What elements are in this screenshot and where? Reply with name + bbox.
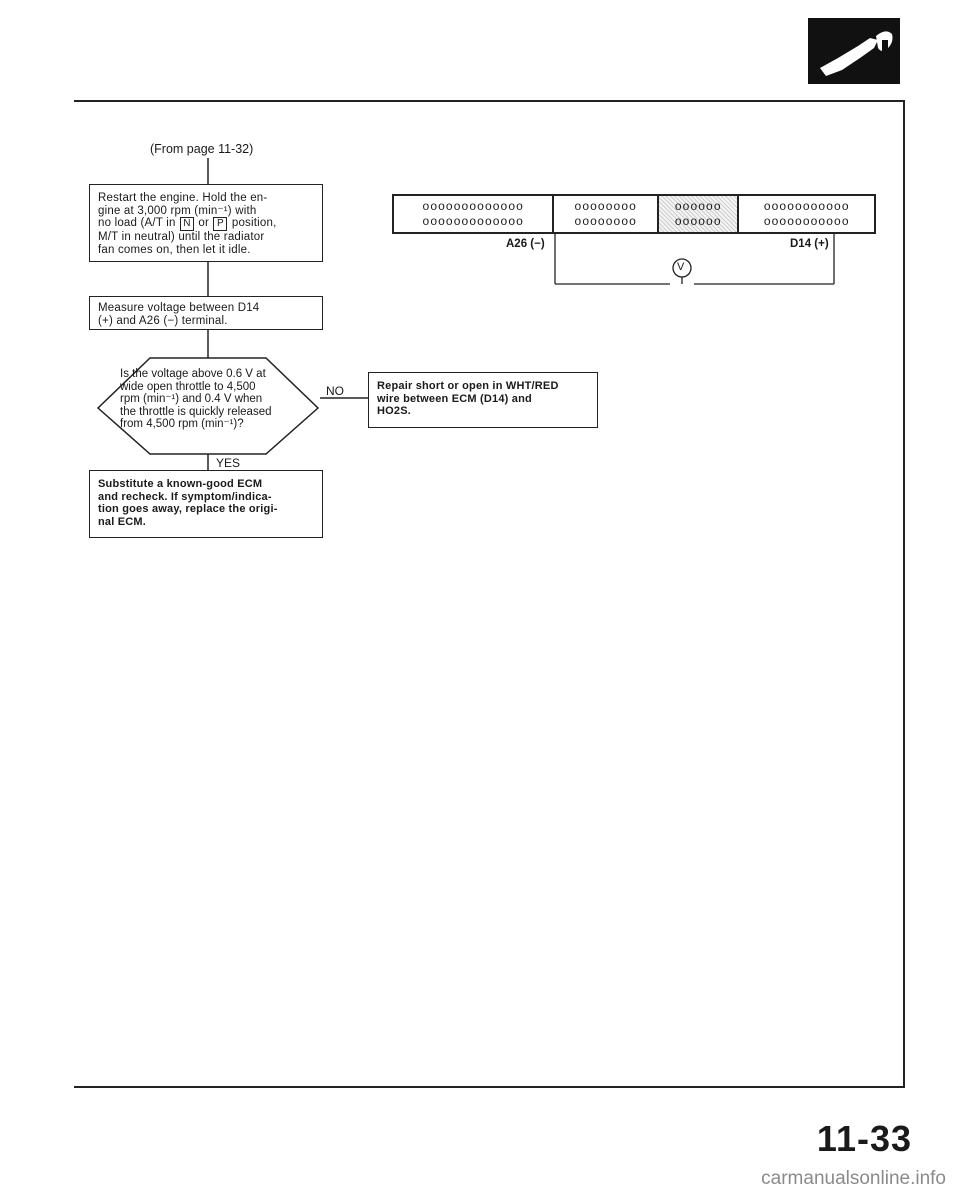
measure-line-1: Measure voltage between D14 [98, 302, 260, 314]
restart-line-5: fan comes on, then let it idle. [98, 243, 251, 256]
page-number: 11-33 [816, 1118, 912, 1159]
repair-line-3: HO2S. [377, 405, 412, 417]
connector-section-a [394, 196, 554, 232]
question-line-2: wide open throttle to 4,500 [120, 380, 256, 393]
substitute-line-4: nal ECM. [98, 515, 147, 528]
substitute-line-3: tion goes away, replace the origi- [98, 503, 278, 515]
pin-row: ooooooooooo [763, 214, 850, 229]
substitute-ecm-step [89, 470, 323, 538]
no-branch-label: NO [326, 384, 344, 398]
ecm-connector [392, 194, 876, 234]
terminal-d14-label: D14 (+) [790, 238, 829, 250]
yes-branch-label: YES [216, 456, 241, 470]
voltmeter-symbol: V [677, 261, 685, 273]
question-line-4: the throttle is quickly released [120, 405, 272, 418]
watermark-text: carmanualsonline.info [761, 1168, 946, 1189]
question-line-3: rpm (min⁻¹) and 0.4 V when [120, 393, 263, 405]
restart-line-4: M/T in neutral) until the radiator [98, 231, 265, 243]
question-line-1: Is the voltage above 0.6 V at [120, 368, 266, 380]
neutral-key: N [180, 217, 194, 231]
pin-row: oooooo [674, 199, 722, 214]
voltage-question [120, 368, 304, 431]
question-line-5: from 4,500 rpm (min⁻¹)? [120, 418, 244, 430]
terminal-a26-label: A26 (−) [506, 238, 545, 250]
pin-row: oooooooo [574, 199, 637, 214]
repair-line-2: wire between ECM (D14) and [377, 392, 532, 405]
pin-row: oooooooo [574, 214, 637, 229]
pin-row: ooooooooooooo [422, 199, 524, 214]
measure-line-2: (+) and A26 (−) terminal. [98, 314, 228, 327]
repair-wire-step [368, 372, 598, 428]
restart-engine-step [89, 184, 323, 262]
page-reference: (From page 11-32) [150, 142, 254, 156]
pin-row: ooooooooooooo [422, 214, 524, 229]
restart-line-2: gine at 3,000 rpm (min⁻¹) with [98, 204, 257, 217]
measure-voltage-step [89, 296, 323, 330]
pin-row: ooooooooooo [763, 199, 850, 214]
restart-line-3: no load (A/T in N or P position, [98, 217, 277, 229]
restart-line-1: Restart the engine. Hold the en- [98, 192, 268, 204]
substitute-line-1: Substitute a known-good ECM [98, 478, 263, 490]
connector-section-c [659, 196, 739, 232]
connector-section-b [554, 196, 659, 232]
park-key: P [213, 217, 227, 231]
substitute-line-2: and recheck. If symptom/indica- [98, 490, 272, 503]
connector-section-d [739, 196, 874, 232]
pin-row: oooooo [674, 214, 722, 229]
repair-line-1: Repair short or open in WHT/RED [377, 380, 559, 392]
